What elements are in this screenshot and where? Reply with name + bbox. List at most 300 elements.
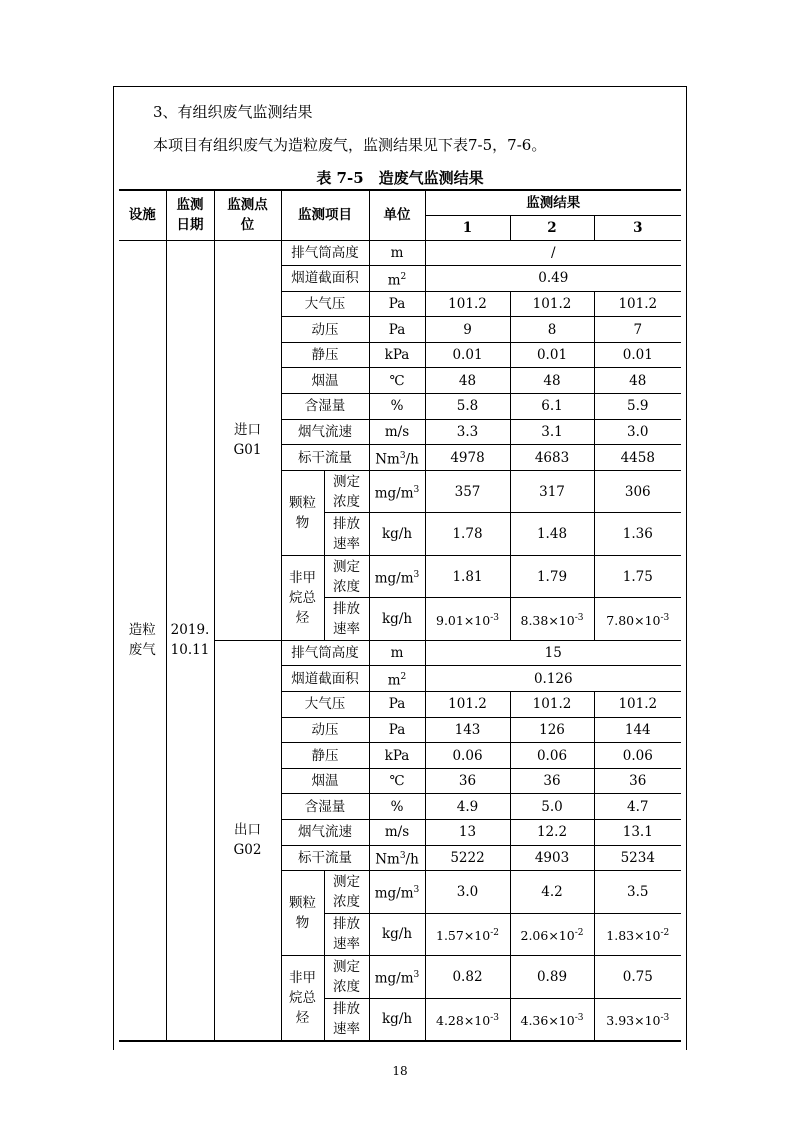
value-cell: [425, 768, 510, 794]
sub-item-cell: [324, 871, 369, 914]
item-cell: [281, 666, 369, 692]
unit-superscript: 3: [399, 450, 406, 461]
value-text: 7: [633, 321, 643, 338]
item-cell: [281, 368, 369, 394]
value-cell: [594, 394, 681, 420]
sub-item-text: 浓度: [333, 493, 360, 510]
header-point: [214, 190, 281, 240]
unit-text: mg/m: [374, 485, 414, 502]
unit-cell: [369, 998, 425, 1041]
value-text: 0.75: [622, 968, 653, 985]
unit-cell: [369, 640, 425, 666]
item-text: 标干流量: [298, 849, 352, 866]
value-cell: [510, 555, 594, 598]
sub-item-text: 浓度: [333, 978, 360, 995]
value-cell: [510, 692, 594, 718]
sci-mantissa: 4.28×10: [436, 1012, 491, 1028]
unit-cell: [369, 419, 425, 445]
value-text: 101.2: [532, 295, 572, 312]
value-cell: [594, 956, 681, 999]
sub-item-text: 测定: [333, 473, 360, 490]
item-text: 烟道截面积: [291, 270, 359, 287]
unit-text: kg/h: [381, 526, 413, 543]
unit-cell: [369, 598, 425, 641]
unit-text: %: [390, 398, 404, 415]
sub-item-cell: [324, 555, 369, 598]
value-cell: [510, 291, 594, 317]
value-text: 0.01: [452, 347, 483, 364]
unit-cell: [369, 820, 425, 846]
sci-mantissa: 2.06×10: [520, 928, 575, 944]
value-text: 1.36: [622, 526, 653, 543]
value-cell: [425, 291, 510, 317]
merged-value: 0.49: [538, 270, 569, 287]
unit-text: ℃: [389, 372, 405, 389]
header-run-number: [594, 215, 681, 240]
value-text: 3.0: [627, 423, 649, 440]
unit-cell: [369, 317, 425, 343]
value-cell: [425, 743, 510, 769]
pollutant-text: 烷总: [289, 589, 316, 606]
value-text: 13.1: [622, 824, 653, 841]
value-cell: [594, 419, 681, 445]
item-text: 含湿量: [304, 798, 346, 815]
item-text: 大气压: [304, 295, 346, 312]
value-cell: [594, 717, 681, 743]
item-cell: [281, 768, 369, 794]
unit-text: Nm: [375, 851, 400, 868]
pollutant-text: 烷总: [289, 989, 316, 1006]
sci-mantissa: 1.83×10: [606, 928, 661, 944]
sub-item-cell: [324, 956, 369, 999]
value-text: 306: [624, 483, 651, 500]
sub-item-text: 测定: [333, 558, 360, 575]
unit-cell: [369, 266, 425, 292]
table-caption: 表 7-5 造废气监测结果: [316, 169, 484, 187]
point-cell: [214, 240, 281, 640]
sub-item-cell: [324, 513, 369, 556]
header-facility: [119, 190, 166, 240]
value-cell: [425, 513, 510, 556]
item-cell: [281, 717, 369, 743]
item-text: 静压: [311, 747, 339, 764]
value-cell: [510, 419, 594, 445]
unit-text: Pa: [388, 721, 406, 738]
value-text: 317: [539, 483, 565, 500]
pollutant-text: 物: [295, 514, 310, 531]
unit-text: kPa: [384, 347, 410, 364]
value-text: 126: [539, 721, 565, 738]
item-text: 静压: [311, 347, 339, 364]
unit-text: Pa: [388, 696, 406, 713]
value-cell: [594, 692, 681, 718]
value-cell: [425, 794, 510, 820]
section-heading: 3、有组织废气监测结果: [153, 103, 313, 121]
value-text: 4.9: [456, 798, 479, 815]
header-text: 设施: [128, 207, 156, 224]
sci-mantissa: 7.80×10: [606, 612, 661, 628]
item-cell: [281, 240, 369, 266]
unit-superscript: 2: [400, 671, 407, 682]
sci-exponent: -2: [490, 927, 499, 938]
unit-text: Nm: [375, 451, 400, 468]
item-text: 烟道截面积: [291, 670, 359, 687]
page-number: 18: [392, 1064, 408, 1078]
value-cell: [510, 368, 594, 394]
unit-cell: [369, 291, 425, 317]
table-row: [119, 240, 681, 266]
value-text: 101.2: [618, 295, 658, 312]
item-text: 含湿量: [304, 398, 346, 415]
merged-value-cell: [425, 240, 681, 266]
value-text: 144: [624, 721, 651, 738]
value-cell: [594, 555, 681, 598]
value-cell: [594, 291, 681, 317]
merged-value: 0.126: [533, 670, 573, 687]
value-text: 3.3: [456, 423, 479, 440]
date-text: 2019.: [170, 622, 210, 639]
header-run-number: [425, 215, 510, 240]
item-cell: [281, 445, 369, 471]
header-row: [119, 190, 681, 215]
merged-value-cell: [425, 640, 681, 666]
item-text: 动压: [311, 321, 339, 338]
sub-item-text: 浓度: [333, 893, 360, 910]
sub-item-text: 排放: [333, 601, 360, 618]
value-text: 0.06: [452, 747, 483, 764]
unit-text: m/s: [384, 423, 410, 440]
value-cell: [510, 394, 594, 420]
value-cell: [510, 743, 594, 769]
unit-cell: [369, 470, 425, 513]
value-text: 0.82: [452, 968, 483, 985]
pollutant-text: 颗粒: [289, 494, 316, 511]
pollutant-text: 物: [295, 915, 310, 932]
value-text: 36: [458, 773, 477, 790]
monitoring-results-table: [119, 189, 681, 1042]
item-cell: [281, 640, 369, 666]
value-cell: [594, 743, 681, 769]
value-text: 1.48: [536, 526, 568, 543]
header-text: 3: [633, 219, 643, 236]
value-text: 4.2: [541, 883, 563, 900]
item-cell: [281, 845, 369, 871]
sub-item-text: 速率: [333, 936, 360, 953]
facility-text: 造粒: [128, 622, 156, 639]
value-text: 5222: [450, 849, 485, 866]
value-cell: [594, 998, 681, 1041]
item-text: 大气压: [304, 696, 346, 713]
header-text: 位: [240, 217, 255, 234]
value-text: 5.0: [541, 798, 563, 815]
unit-text: m: [390, 645, 404, 662]
value-text: 12.2: [536, 824, 568, 841]
value-text: 4.7: [627, 798, 649, 815]
merged-value: /: [550, 244, 556, 261]
value-text: 48: [458, 372, 477, 389]
value-cell: [594, 598, 681, 641]
point-text: 进口: [234, 422, 261, 439]
item-cell: [281, 820, 369, 846]
value-cell: [510, 768, 594, 794]
value-cell: [594, 342, 681, 368]
value-cell: [510, 445, 594, 471]
merged-value-cell: [425, 666, 681, 692]
value-text: 9: [463, 321, 472, 338]
value-cell: [594, 445, 681, 471]
value-text: 3.0: [456, 883, 479, 900]
value-text: 101.2: [618, 696, 658, 713]
value-text: 4458: [620, 449, 655, 466]
value-text: 101.2: [448, 696, 487, 713]
header-results: [425, 190, 681, 215]
unit-text: m/s: [384, 824, 410, 841]
header-text: 单位: [383, 207, 411, 224]
header-text: 监测点: [227, 197, 268, 214]
sub-item-text: 浓度: [333, 578, 360, 595]
value-cell: [594, 913, 681, 956]
sci-exponent: -3: [660, 1012, 670, 1023]
value-cell: [425, 555, 510, 598]
unit-superscript: 3: [399, 851, 406, 862]
item-cell: [281, 794, 369, 820]
value-cell: [594, 794, 681, 820]
item-text: 动压: [311, 721, 339, 738]
pollutant-text: 颗粒: [289, 895, 316, 912]
value-cell: [425, 445, 510, 471]
sci-exponent: -3: [490, 1012, 499, 1023]
value-cell: [425, 845, 510, 871]
sub-item-text: 排放: [333, 1001, 360, 1018]
sub-item-text: 排放: [333, 516, 360, 533]
item-cell: [281, 692, 369, 718]
value-text: 5.8: [456, 398, 479, 415]
date-cell: [166, 240, 214, 1041]
pollutant-text: 烃: [295, 1009, 310, 1026]
value-text: 0.01: [536, 347, 568, 364]
sub-item-cell: [324, 598, 369, 641]
value-cell: [510, 317, 594, 343]
value-cell: [425, 998, 510, 1041]
value-cell: [594, 768, 681, 794]
value-cell: [510, 794, 594, 820]
value-text: 6.1: [541, 398, 563, 415]
unit-text: m: [387, 672, 401, 689]
facility-cell: [119, 240, 166, 1041]
value-cell: [510, 717, 594, 743]
value-text: 4683: [534, 449, 570, 466]
point-cell: [214, 640, 281, 1040]
value-text: 101.2: [532, 696, 572, 713]
value-text: 143: [454, 721, 481, 738]
unit-text: kg/h: [381, 926, 413, 943]
value-cell: [594, 871, 681, 914]
value-cell: [594, 470, 681, 513]
unit-text: kg/h: [381, 1011, 413, 1028]
item-text: 排气筒高度: [291, 244, 359, 261]
value-text: 0.06: [622, 747, 653, 764]
item-text: 标干流量: [298, 449, 352, 466]
unit-cell: [369, 956, 425, 999]
unit-tail: /h: [405, 851, 419, 868]
unit-text: mg/m: [374, 885, 414, 902]
value-text: 3.5: [627, 883, 649, 900]
value-cell: [425, 692, 510, 718]
unit-text: mg/m: [374, 970, 414, 987]
sci-exponent: -3: [660, 612, 670, 623]
unit-text: m: [387, 272, 401, 289]
value-cell: [425, 368, 510, 394]
value-text: 4903: [534, 849, 570, 866]
point-text: G01: [233, 442, 262, 459]
header-date: [166, 190, 214, 240]
value-cell: [594, 317, 681, 343]
header-text: 1: [462, 219, 473, 236]
sub-item-text: 速率: [333, 621, 360, 638]
value-text: 48: [629, 372, 647, 389]
value-text: 0.89: [536, 968, 568, 985]
value-cell: [425, 419, 510, 445]
sci-mantissa: 9.01×10: [436, 612, 491, 628]
value-text: 3.1: [541, 423, 563, 440]
pollutant-text: 非甲: [289, 969, 316, 986]
value-text: 357: [454, 483, 481, 500]
unit-text: ℃: [389, 773, 405, 790]
item-text: 烟温: [311, 372, 339, 389]
item-cell: [281, 291, 369, 317]
value-text: 13: [458, 824, 477, 841]
value-text: 0.06: [536, 747, 568, 764]
sci-mantissa: 3.93×10: [606, 1012, 661, 1028]
value-cell: [425, 913, 510, 956]
intro-paragraph: 本项目有组织废气为造粒废气，监测结果见下表7-5，7-6。: [153, 136, 547, 154]
item-cell: [281, 266, 369, 292]
unit-text: Pa: [388, 321, 406, 338]
value-text: 36: [629, 773, 647, 790]
header-text: 监测结果: [526, 194, 581, 211]
header-item: [281, 190, 369, 240]
unit-cell: [369, 794, 425, 820]
value-cell: [594, 820, 681, 846]
sci-exponent: -3: [574, 612, 584, 623]
value-cell: [594, 513, 681, 556]
unit-tail: /h: [405, 451, 419, 468]
date-text: 10.11: [170, 642, 210, 659]
value-cell: [510, 871, 594, 914]
sub-item-text: 排放: [333, 916, 360, 933]
item-text: 烟气流速: [298, 423, 352, 440]
sub-item-cell: [324, 470, 369, 513]
value-cell: [425, 598, 510, 641]
item-cell: [281, 342, 369, 368]
pollutant-label-cell: [281, 871, 324, 956]
unit-cell: [369, 871, 425, 914]
unit-cell: [369, 666, 425, 692]
unit-cell: [369, 768, 425, 794]
value-text: 1.75: [622, 568, 653, 585]
header-text: 监测: [176, 197, 204, 214]
value-text: 101.2: [448, 295, 487, 312]
unit-cell: [369, 240, 425, 266]
value-cell: [594, 845, 681, 871]
point-text: G02: [233, 842, 262, 859]
unit-superscript: 2: [400, 271, 407, 282]
value-cell: [510, 956, 594, 999]
value-cell: [425, 871, 510, 914]
unit-cell: [369, 845, 425, 871]
sub-item-cell: [324, 998, 369, 1041]
value-cell: [510, 820, 594, 846]
unit-superscript: 3: [413, 569, 420, 580]
value-text: 1.81: [452, 568, 483, 585]
pollutant-label-cell: [281, 470, 324, 555]
value-cell: [510, 598, 594, 641]
value-cell: [425, 956, 510, 999]
point-text: 出口: [234, 822, 261, 839]
item-text: 烟温: [311, 773, 339, 790]
item-cell: [281, 419, 369, 445]
value-cell: [425, 317, 510, 343]
value-text: 4978: [450, 449, 485, 466]
value-cell: [594, 368, 681, 394]
sci-mantissa: 1.57×10: [436, 928, 491, 944]
unit-cell: [369, 342, 425, 368]
value-cell: [510, 342, 594, 368]
value-text: 8: [547, 321, 557, 338]
header-text: 监测项目: [298, 207, 352, 224]
sub-item-text: 速率: [333, 1021, 360, 1038]
unit-superscript: 3: [413, 970, 420, 981]
sub-item-cell: [324, 913, 369, 956]
unit-text: m: [390, 244, 404, 261]
sub-item-text: 测定: [333, 873, 360, 890]
unit-cell: [369, 913, 425, 956]
item-cell: [281, 317, 369, 343]
pollutant-label-cell: [281, 956, 324, 1041]
unit-cell: [369, 717, 425, 743]
value-text: 5234: [620, 849, 655, 866]
sci-exponent: -3: [574, 1012, 584, 1023]
unit-text: kPa: [384, 747, 410, 764]
merged-value-cell: [425, 266, 681, 292]
header-text: 2: [547, 219, 557, 236]
value-cell: [510, 998, 594, 1041]
value-text: 1.79: [536, 568, 568, 585]
item-text: 烟气流速: [298, 824, 352, 841]
unit-cell: [369, 555, 425, 598]
unit-text: mg/m: [374, 570, 414, 587]
header-run-number: [510, 215, 594, 240]
unit-cell: [369, 692, 425, 718]
value-cell: [425, 820, 510, 846]
item-cell: [281, 743, 369, 769]
facility-text: 废气: [128, 642, 156, 659]
pollutant-label-cell: [281, 555, 324, 640]
value-text: 5.9: [627, 398, 649, 415]
pollutant-text: 非甲: [289, 569, 316, 586]
value-text: 48: [543, 372, 561, 389]
value-cell: [425, 342, 510, 368]
sci-exponent: -3: [490, 612, 499, 623]
unit-superscript: 3: [413, 484, 420, 495]
header-text: 日期: [176, 217, 204, 234]
unit-cell: [369, 513, 425, 556]
value-text: 0.01: [622, 347, 653, 364]
sci-exponent: -2: [574, 927, 584, 938]
unit-cell: [369, 743, 425, 769]
value-text: 36: [543, 773, 561, 790]
unit-text: %: [390, 798, 404, 815]
